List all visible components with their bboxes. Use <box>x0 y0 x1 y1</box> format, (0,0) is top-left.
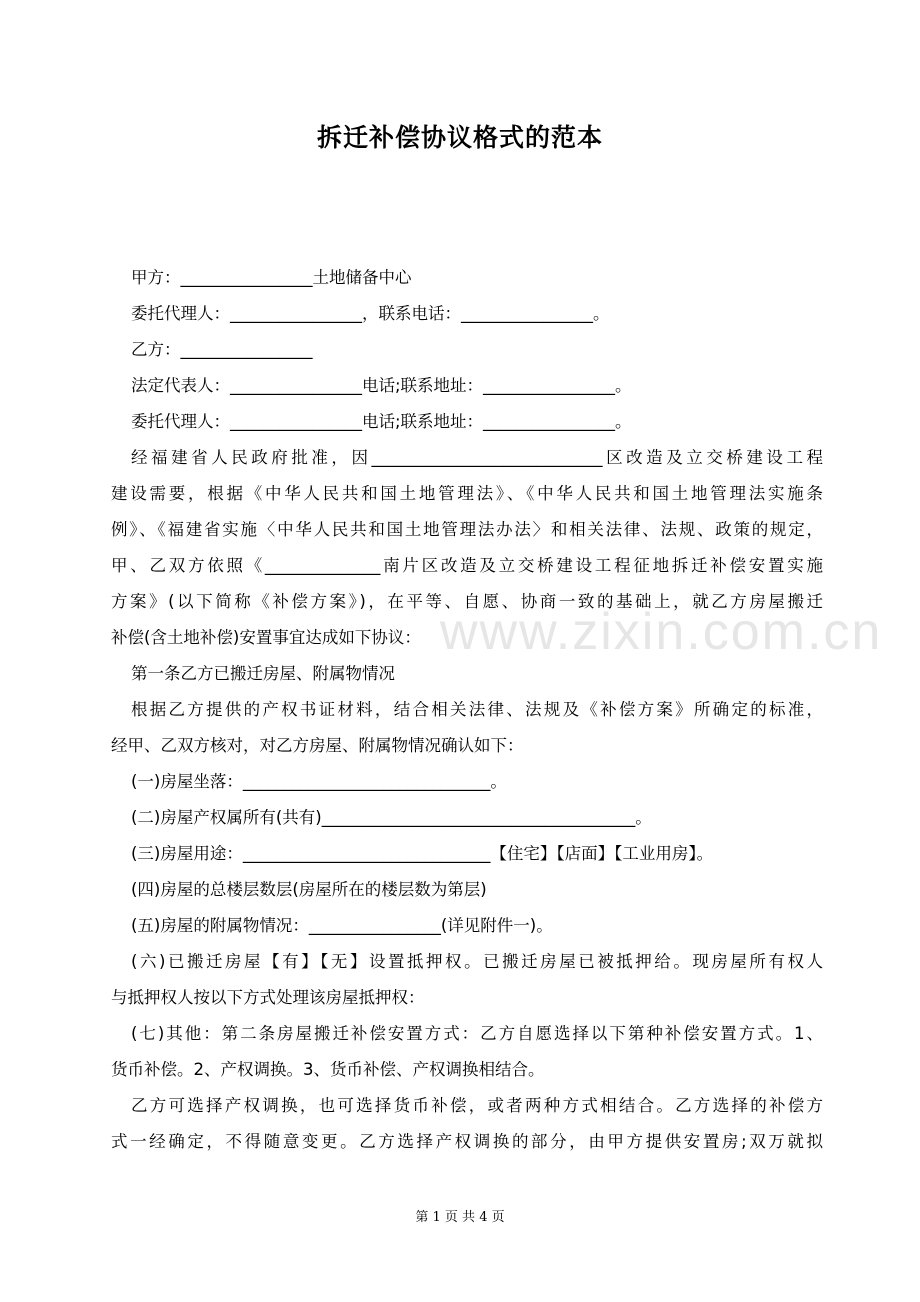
party-b-legal-rep-line: 法定代表人：________________电话;联系地址：________________。 <box>131 376 632 395</box>
article-text-line: 经甲、乙双方核对，对乙方房屋、附属物情况确认如下： <box>111 736 524 755</box>
party-b-line: 乙方：________________ <box>131 340 313 359</box>
page-footer: 第 1 页 共 4 页 <box>415 1210 505 1225</box>
preamble-line: 方案》(以下简称《补偿方案》)，在平等、自愿、协商一致的基础上，就乙方房屋搬迁 <box>111 592 823 611</box>
clause-item: (二)房屋产权属所有(共有)______________________________________。 <box>131 808 652 827</box>
paragraph-line: 式一经确定，不得随意变更。乙方选择产权调换的部分，由甲方提供安置房;双万就拟 <box>111 1132 823 1151</box>
preamble-line: 例》、《福建省实施〈中华人民共和国土地管理法办法〉和相关法律、法规、政策的规定， <box>111 520 823 539</box>
article-heading: 第一条乙方已搬迁房屋、附属物情况 <box>131 664 395 683</box>
preamble-line: 甲、乙双方依照《______________南片区改造及立交桥建设工程征地拆迁补偿安置实施 <box>111 556 823 575</box>
clause-item: 货币补偿。2、产权调换。3、货币补偿、产权调换相结合。 <box>111 1060 545 1079</box>
clause-item: (四)房屋的总楼层数层(房屋所在的楼层数为第层) <box>131 880 487 899</box>
preamble-line: 建设需要，根据《中华人民共和国土地管理法》、《中华人民共和国土地管理法实施条 <box>111 484 823 503</box>
party-b-agent-line: 委托代理人：________________电话;联系地址：________________。 <box>131 412 632 431</box>
watermark: www.zixin.com.cn <box>440 603 883 661</box>
clause-item: (五)房屋的附属物情况：________________(详见附件一)。 <box>131 916 553 935</box>
party-a-agent-line: 委托代理人：________________，联系电话：________________。 <box>131 304 610 323</box>
clause-item: (七)其他：第二条房屋搬迁补偿安置方式：乙方自愿选择以下第种补偿安置方式。1、 <box>131 1024 823 1043</box>
preamble-line: 经福建省人民政府批准，因____________________________区改造及立交桥建设工程 <box>131 448 823 467</box>
paragraph-line: 乙方可选择产权调换，也可选择货币补偿，或者两种方式相结合。乙方选择的补偿方 <box>131 1096 823 1115</box>
preamble-line: 补偿(含土地补偿)安置事宜达成如下协议： <box>111 628 421 647</box>
clause-item: (六)已搬迁房屋【有】【无】设置抵押权。已搬迁房屋已被抵押给。现房屋所有权人 <box>131 952 823 971</box>
clause-item: 与抵押权人按以下方式处理该房屋抵押权： <box>111 988 425 1007</box>
clause-item: (一)房屋坐落：______________________________。 <box>131 772 507 791</box>
article-text-line: 根据乙方提供的产权书证材料，结合相关法律、法规及《补偿方案》所确定的标准， <box>131 700 823 719</box>
document-title: 拆迁补偿协议格式的范本 <box>316 123 603 152</box>
document-body <box>111 260 823 1160</box>
party-a-line: 甲方：________________土地储备中心 <box>131 268 412 287</box>
clause-item: (三)房屋用途：______________________________【住宅】【店面】【工业用房】。 <box>131 844 714 863</box>
